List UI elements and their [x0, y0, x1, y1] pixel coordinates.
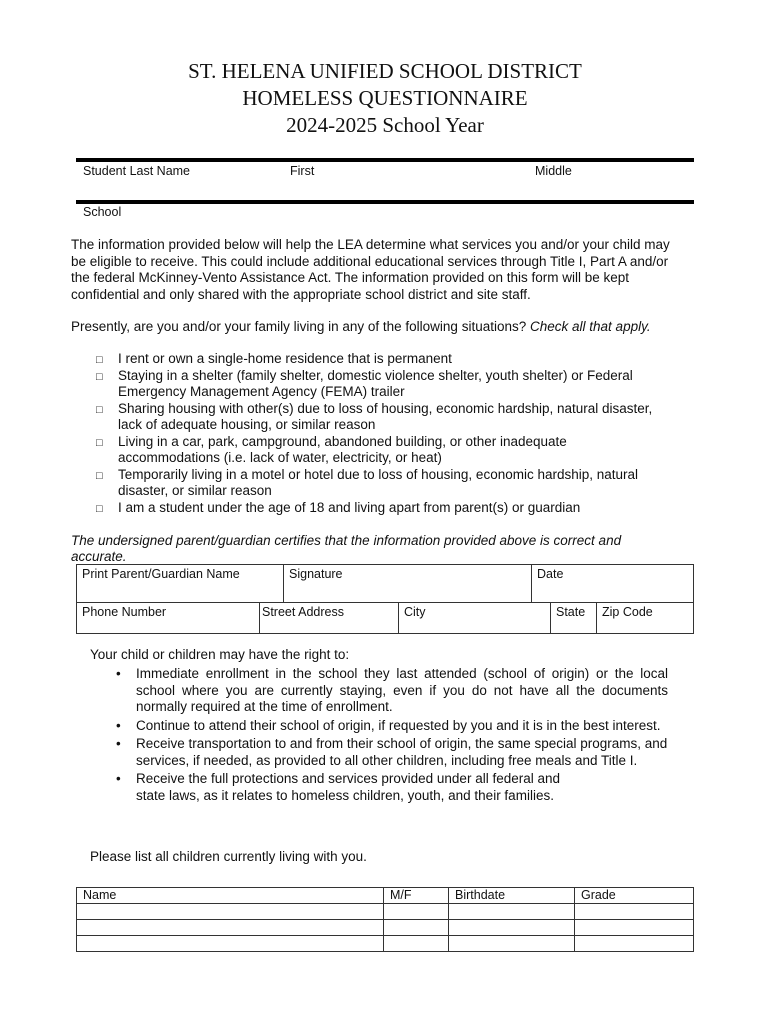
guardian-signature-table — [76, 564, 694, 603]
child-name-input[interactable] — [77, 936, 384, 952]
grade-column-header: Grade — [575, 888, 694, 904]
date-cell[interactable] — [532, 565, 694, 603]
child-gender-input[interactable] — [384, 904, 449, 920]
city-label: City — [404, 605, 426, 619]
rights-intro: Your child or children may have the right to: — [90, 647, 350, 662]
rights-list — [116, 666, 668, 804]
zip-label: Zip Code — [602, 605, 653, 619]
name-divider — [76, 200, 694, 204]
situation-item[interactable]: □ I rent or own a single-home residence that is permanent — [96, 351, 656, 368]
table-row — [77, 904, 694, 920]
checkbox-icon[interactable]: □ — [96, 403, 103, 416]
zip-cell[interactable] — [597, 603, 694, 634]
district-title: ST. HELENA UNIFIED SCHOOL DISTRICT — [188, 59, 582, 83]
street-cell[interactable] — [260, 603, 399, 634]
intro-paragraph: The information provided below will help the LEA determine what services you and/or your child may be eligible to receive. This could include additional educational services through Title I, Part A and/or the federal McKinney-Vento Assistance Act. The information provided on this form will be kept confidential and only shared with the appropriate school district and site staff. — [71, 237, 670, 302]
child-grade-input[interactable] — [575, 904, 694, 920]
school-label: School — [83, 205, 122, 219]
guardian-address-table — [76, 602, 694, 634]
question-text: Presently, are you and/or your family living in any of the following situations? — [71, 319, 527, 334]
state-cell[interactable] — [551, 603, 597, 634]
child-birthdate-input[interactable] — [449, 904, 575, 920]
situation-item[interactable]: □ Living in a car, park, campground, abandoned building, or other inadequate accommodations (i.e. lack of water, electricity, or heat) — [96, 433, 567, 465]
child-name-input[interactable] — [77, 904, 384, 920]
school-year: 2024-2025 School Year — [286, 113, 484, 137]
certification-statement: The undersigned parent/guardian certifies that the information provided above is correct and accurate. — [71, 533, 622, 564]
checkbox-icon[interactable]: □ — [96, 502, 103, 515]
student-middle-name-label: Middle — [535, 164, 572, 178]
bullet-icon: • — [116, 771, 121, 786]
child-gender-input[interactable] — [384, 920, 449, 936]
table-row — [77, 920, 694, 936]
child-birthdate-input[interactable] — [449, 936, 575, 952]
student-first-name-label: First — [290, 164, 315, 178]
bullet-icon: • — [116, 666, 121, 681]
date-label: Date — [537, 567, 564, 581]
print-name-cell[interactable] — [77, 565, 284, 603]
checkbox-icon[interactable]: □ — [96, 370, 103, 383]
top-divider — [76, 158, 694, 162]
children-intro: Please list all children currently living with you. — [90, 849, 367, 864]
street-label: Street Address — [262, 605, 344, 619]
child-gender-input[interactable] — [384, 936, 449, 952]
signature-cell[interactable] — [284, 565, 532, 603]
child-grade-input[interactable] — [575, 920, 694, 936]
bullet-icon: • — [116, 717, 121, 733]
bullet-icon: • — [116, 736, 121, 751]
rights-item: • Immediate enrollment in the school they last attended (school of origin) or the local school where you are currently staying, even if you do not have all the documents normally required at the time of enrollment. — [116, 666, 668, 714]
name-column-header: Name — [77, 888, 384, 904]
student-last-name-label: Student Last Name — [83, 164, 191, 178]
form-title: HOMELESS QUESTIONNAIRE — [242, 86, 528, 110]
situation-checklist — [96, 351, 656, 516]
child-birthdate-input[interactable] — [449, 920, 575, 936]
city-cell[interactable] — [399, 603, 551, 634]
children-table — [76, 887, 694, 952]
gender-column-header: M/F — [384, 888, 449, 904]
print-name-label: Print Parent/Guardian Name — [82, 567, 240, 581]
phone-cell[interactable] — [77, 603, 260, 634]
phone-label: Phone Number — [82, 605, 167, 619]
situation-item[interactable]: □ I am a student under the age of 18 and living apart from parent(s) or guardian — [96, 500, 656, 517]
situation-question — [71, 319, 681, 336]
child-name-input[interactable] — [77, 920, 384, 936]
table-row — [77, 936, 694, 952]
checkbox-icon[interactable]: □ — [96, 436, 103, 449]
children-header-row — [77, 888, 694, 904]
birthdate-column-header: Birthdate — [449, 888, 575, 904]
checkbox-icon[interactable]: □ — [96, 469, 103, 482]
situation-item[interactable]: □ Sharing housing with other(s) due to loss of housing, economic hardship, natural disaster, lack of adequate housing, or similar reason — [96, 400, 653, 432]
situation-item[interactable]: □ Staying in a shelter (family shelter, domestic violence shelter, youth shelter) or Federal Emergency Management Agency (FEMA) trailer — [96, 367, 633, 399]
question-hint: Check all that apply. — [530, 319, 651, 334]
rights-item: • Receive the full protections and services provided under all federal and state laws, as it relates to homeless children, youth, and their families. — [116, 771, 560, 803]
signature-label: Signature — [289, 567, 343, 581]
child-grade-input[interactable] — [575, 936, 694, 952]
rights-item: • Receive transportation to and from their school of origin, the same special programs, and services, if needed, as provided to all other children, including free meals and Title I. — [116, 736, 668, 768]
situation-item[interactable]: □ Temporarily living in a motel or hotel due to loss of housing, economic hardship, natural disaster, or similar reason — [96, 466, 639, 498]
state-label: State — [556, 605, 586, 619]
checkbox-icon[interactable]: □ — [96, 354, 103, 366]
rights-item: • Continue to attend their school of origin, if requested by you and it is in the best interest. — [116, 717, 661, 733]
